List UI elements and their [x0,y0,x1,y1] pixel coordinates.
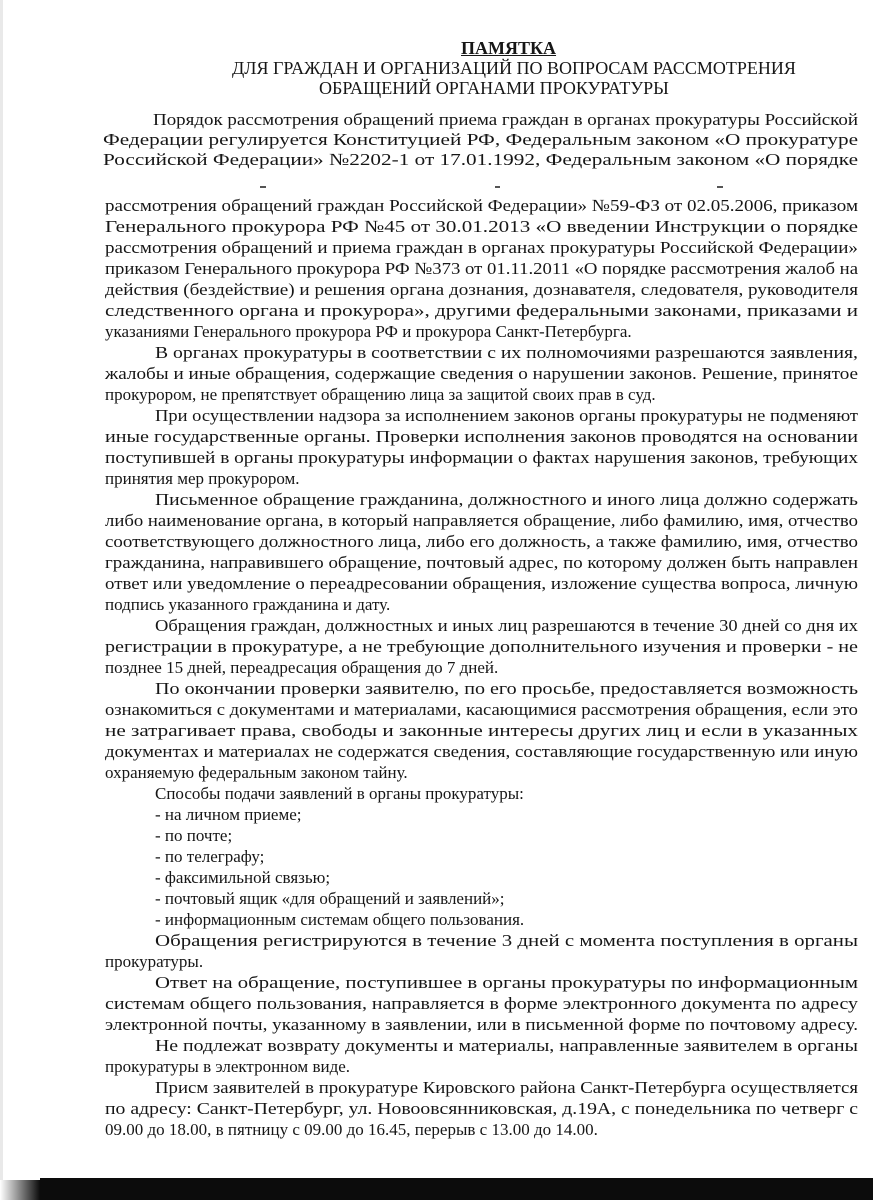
body-line: Порядок рассмотрения обращений приема граждан в органах прокуратуры Российской [153,110,859,129]
body-line: ответ или уведомление о переадресовании обращения, изложение существа вопроса, личную [105,574,858,593]
body-line: Не подлежат возврату документы и материалы, направленные заявителем в органы [155,1036,858,1055]
body-line: электронной почты, указанному в заявлении, или в письменной форме по почтовому адресу. [105,1015,858,1034]
body-line: - на личном приеме; [155,805,302,824]
body-line: 09.00 до 18.00, в пятницу с 09.00 до 16.45, перерыв с 13.00 до 14.00. [105,1120,598,1139]
scan-fold-mark [100,186,860,189]
body-line: соответствующего должностного лица, либо его должность, а также фамилию, имя, отчество [105,532,859,551]
body-line: документах и материалах не содержатся сведения, составляющие государственную или иную [105,742,859,761]
document-subtitle-line-2: ОБРАЩЕНИЙ ОРГАНАМИ ПРОКУРАТУРЫ [319,78,669,98]
body-line: указаниями Генерального прокурора РФ и прокурора Санкт-Петербурга. [105,322,632,341]
body-line: прокуратуры в электронном виде. [105,1057,351,1076]
body-line: рассмотрения обращений и приема граждан в органах прокуратуры Российской Федерации» [105,238,858,257]
body-line: жалобы и иные обращения, содержащие сведения о нарушении законов. Решение, принятое [105,364,859,383]
body-line: В органах прокуратуры в соответствии с их полномочиями разрешаются заявления, [155,343,858,362]
body-line: действия (бездействие) и решения органа дознания, дознавателя, следователя, руководителя [105,280,859,299]
body-line: Способы подачи заявлений в органы прокуратуры: [155,784,524,803]
document-title: ПАМЯТКА [461,38,557,58]
body-line: системам общего пользования, направляется в форме электронного документа по адресу [105,994,859,1013]
body-line: ознакомиться с документами и материалами, касающимися рассмотрения обращения, если это [105,700,858,719]
body-line: гражданина, направившего обращение, почтовый адрес, по которому должен быть направлен [105,553,859,572]
body-line: иные государственные органы. Проверки исполнения законов проводятся на основании [105,427,859,446]
scan-bottom-border [40,1178,873,1200]
body-line: Обращения граждан, должностных и иных лиц разрешаются в течение 30 дней со дня их [155,616,858,635]
body-line: Ответ на обращение, поступившее в органы прокуратуры по информационным [155,973,858,992]
body-line: прокурором, не препятствует обращению лица за защитой своих прав в суд. [105,385,656,404]
body-line: - по телеграфу; [155,847,265,866]
body-line: - по почте; [155,826,233,845]
document-subtitle-line-1: ДЛЯ ГРАЖДАН И ОРГАНИЗАЦИЙ ПО ВОПРОСАМ РАССМОТРЕНИЯ [232,58,796,78]
body-line: позднее 15 дней, переадресация обращения до 7 дней. [105,658,499,677]
body-line: рассмотрения обращений граждан Российской Федерации» №59-ФЗ от 02.05.2006, приказом [105,196,859,215]
body-line: Российской Федерации» №2202-1 от 17.01.1992, Федеральным законом «О порядке [103,150,859,169]
body-line: поступившей в органы прокуратуры информации о фактах нарушения законов, требующих [105,448,859,467]
body-line: Генерального прокурора РФ №45 от 30.01.2013 «О введении Инструкции о порядке [105,217,858,236]
body-line: принятия мер прокурором. [105,469,300,488]
body-line: прокуратуры. [105,952,204,971]
body-line: По окончании проверки заявителю, по его просьбе, предоставляется возможность [155,679,859,698]
body-line: При осуществлении надзора за исполнением законов органы прокуратуры не подменяют [155,406,859,425]
body-line: по адресу: Санкт-Петербург, ул. Новоовсянниковская, д.19А, с понедельника по четверг с [105,1099,859,1118]
body-line: Федерации регулируется Конституцией РФ, Федеральным законом «О прокуратуре [103,130,859,149]
body-line: Обращения регистрируются в течение 3 дней с момента поступления в органы [155,931,859,950]
body-line: охраняемую федеральным законом тайну. [105,763,408,782]
body-line: либо наименование органа, в который направляется обращение, либо фамилию, имя, отчество [105,511,858,530]
body-line: - почтовый ящик «для обращений и заявлений»; [155,889,505,908]
body-line: подпись указанного гражданина и дату. [105,595,391,614]
body-line: регистрации в прокуратуре, а не требующие дополнительного изучения и проверки - не [105,637,858,656]
body-line: не затрагивает права, свободы и законные интересы других лиц и если в указанных [105,721,859,740]
scan-edge [0,0,3,1200]
body-line: следственного органа и прокурора», другими федеральными законами, приказами и [105,301,858,320]
body-line: - факсимильной связью; [155,868,331,887]
scan-border-fade [0,1180,40,1200]
body-line: Присм заявителей в прокуратуре Кировского района Санкт-Петербурга осуществляется [155,1078,859,1097]
body-line: Письменное обращение гражданина, должностного и иного лица должно содержать [155,490,858,509]
body-line: - информационным системам общего пользования. [155,910,525,929]
body-line: приказом Генерального прокурора РФ №373 от 01.11.2011 «О порядке рассмотрения жалоб на [105,259,859,278]
